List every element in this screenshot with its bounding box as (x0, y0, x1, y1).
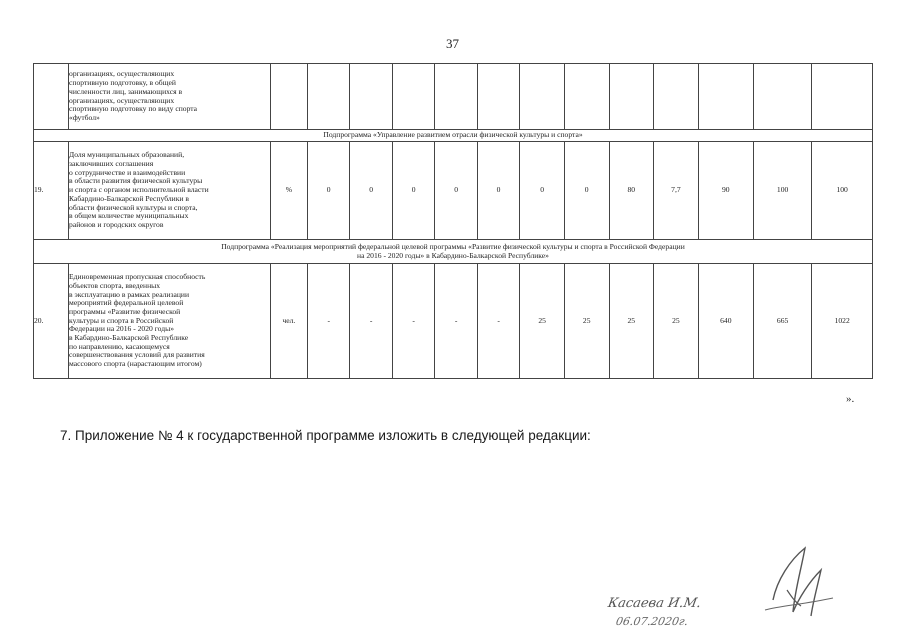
value-cell: 640 (698, 264, 753, 379)
value-cell (520, 64, 565, 130)
value-cell: 7,7 (654, 142, 699, 240)
row-number-cell (34, 64, 69, 130)
value-cell: 80 (609, 142, 654, 240)
value-cell: - (477, 264, 519, 379)
value-cell (753, 64, 811, 130)
value-cell (477, 64, 519, 130)
value-cell: 0 (564, 142, 609, 240)
value-cell: 0 (520, 142, 565, 240)
value-cell: - (350, 264, 392, 379)
value-cell: 665 (753, 264, 811, 379)
value-cell: 25 (609, 264, 654, 379)
indicator-name-cell: организациях, осуществляющих спортивную подготовку, в общей численности лиц, занимающихся в организациях, осуществляющих спортивную подготовку по виду спорта «футбол» (69, 64, 271, 130)
value-cell (698, 64, 753, 130)
indicators-table (33, 63, 873, 379)
subprogram-heading: Подпрограмма «Реализация мероприятий федеральной целевой программы «Развитие физической культуры и спорта в Российской Федерации на 2016 - 2020 годы» в Кабардино-Балкарской Республике» (34, 240, 873, 264)
value-cell: 100 (812, 142, 873, 240)
value-cell: 25 (520, 264, 565, 379)
page-number: 37 (446, 36, 459, 51)
signature-name: Касаева И.М. (606, 596, 703, 611)
paragraph-7: 7. Приложение № 4 к государственной программе изложить в следующей редакции: (60, 428, 591, 443)
unit-cell: % (270, 142, 307, 240)
value-cell (392, 64, 434, 130)
table-row-20 (34, 264, 873, 379)
value-cell: 0 (477, 142, 519, 240)
value-cell: - (392, 264, 434, 379)
subprogram-heading: Подпрограмма «Управление развитием отрасли физической культуры и спорта» (34, 130, 873, 142)
value-cell: - (307, 264, 349, 379)
value-cell: - (435, 264, 477, 379)
unit-cell (270, 64, 307, 130)
value-cell (564, 64, 609, 130)
signature-date: 06.07.2020г. (614, 615, 690, 628)
value-cell (812, 64, 873, 130)
indicator-name-cell: Единовременная пропускная способность объектов спорта, введенных в эксплуатацию в рамках реализации мероприятий федеральной целевой программы «Развитие физической культуры и спорта в Российской Федерации на 2016 - 2020 годы» в Кабардино-Балкарской Республике по направлению, касающемуся совершенствования условий для развития массового спорта (нарастающим итогом) (69, 264, 271, 379)
value-cell: 100 (753, 142, 811, 240)
indicator-name-cell: Доля муниципальных образований, заключивших соглашения о сотрудничестве и взаимодействии в области развития физической культуры и спорта с органом исполнительной власти Кабардино-Балкарской Республики в области физической культуры и спорта, в общем количестве муниципальных районов и городских округов (69, 142, 271, 240)
value-cell: 25 (564, 264, 609, 379)
value-cell (307, 64, 349, 130)
row-number: 20. (34, 264, 69, 379)
value-cell (609, 64, 654, 130)
value-cell: 0 (392, 142, 434, 240)
value-cell (435, 64, 477, 130)
value-cell: 25 (654, 264, 699, 379)
subprogram-row (34, 130, 873, 142)
value-cell: 90 (698, 142, 753, 240)
value-cell: 0 (350, 142, 392, 240)
value-cell: 1022 (812, 264, 873, 379)
row-number: 19. (34, 142, 69, 240)
table-row-19 (34, 142, 873, 240)
value-cell (350, 64, 392, 130)
value-cell: 0 (435, 142, 477, 240)
closing-quote-mark: ». (846, 393, 855, 405)
value-cell: 0 (307, 142, 349, 240)
subprogram-row (34, 240, 873, 264)
value-cell (654, 64, 699, 130)
table-row-continuation (34, 64, 873, 130)
unit-cell: чел. (270, 264, 307, 379)
